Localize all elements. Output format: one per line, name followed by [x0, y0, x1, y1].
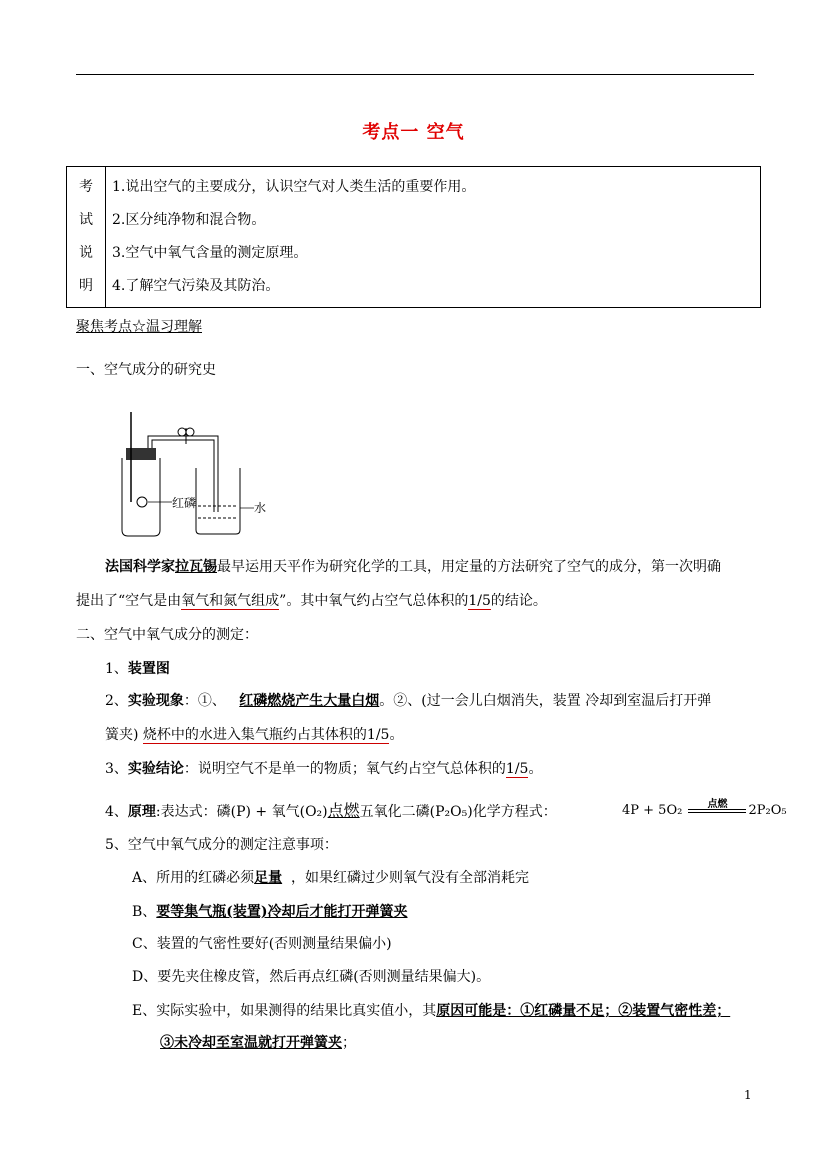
item-3: 3、实验结论：说明空气不是单一的物质；氧气约占空气总体积的1/5。 — [105, 761, 543, 777]
exam-item: 4.了解空气污染及其防治。 — [112, 278, 280, 294]
note-d: D、要先夹住橡皮管，然后再点红磷(否则测量结果偏大)。 — [132, 969, 491, 985]
phosphorus-label: 红磷 — [172, 496, 197, 510]
part1-heading: 一、空气成分的研究史 — [76, 362, 216, 378]
page-number: 1 — [744, 1088, 752, 1102]
water-label: 水 — [254, 501, 267, 515]
item-2-line2: 簧夹) 烧杯中的水进入集气瓶约占其体积的1/5。 — [105, 727, 404, 743]
part2-heading: 二、空气中氧气成分的测定： — [76, 627, 258, 643]
observation-2: 烧杯中的水进入集气瓶约占其体积的1/5 — [142, 727, 390, 743]
lavoisier-name: 拉瓦锡 — [175, 559, 217, 575]
exam-table-side-label — [67, 167, 106, 308]
page-title: 考点一 空气 — [362, 122, 465, 143]
exam-item: 1.说出空气的主要成分，认识空气对人类生活的重要作用。 — [112, 179, 476, 195]
exam-requirements-table — [66, 166, 761, 308]
equation-arrow: 点燃 — [686, 800, 748, 822]
item-1: 1、装置图 — [105, 661, 170, 677]
note-a: A、所用的红磷必须足量 ，如果红磷过少则氧气没有全部消耗完 — [132, 870, 530, 886]
note-e-line2: ③未冷却至室温就打开弹簧夹； — [160, 1035, 356, 1051]
chemical-equation — [622, 800, 787, 822]
lavoisier-para-line1: 法国科学家拉瓦锡最早运用天平作为研究化学的工具，用定量的方法研究了空气的成分，第一次明确 — [105, 559, 721, 575]
spring-clamp — [178, 428, 186, 436]
item-2-line1: 2、实验现象：①、 红磷燃烧产生大量白烟。②、(过一会儿白烟消失，装置 冷却到室温后打开弹 — [105, 693, 712, 709]
exam-item: 2.区分纯净物和混合物。 — [112, 212, 266, 228]
apparatus-figure — [100, 406, 290, 542]
note-c: C、装置的气密性要好(否则测量结果偏小) — [132, 936, 392, 952]
ignite-condition: 点燃 — [327, 801, 360, 820]
item-4: 4、原理:表达式：磷(P) + 氧气(O₂)点燃五氧化二磷(P₂O₅)化学方程式： — [105, 801, 557, 820]
item-5-heading: 5、空气中氧气成分的测定注意事项： — [105, 837, 338, 853]
side-char: 考 — [79, 179, 93, 195]
observation-1: 红磷燃烧产生大量白烟 — [239, 693, 380, 709]
air-composition: 氧气和氮气组成 — [181, 593, 280, 609]
side-char: 试 — [79, 212, 93, 228]
oxygen-fraction: 1/5 — [468, 593, 491, 609]
exam-table-items — [106, 167, 761, 308]
lavoisier-para-line2: 提出了“空气是由氧气和氮气组成”。其中氧气约占空气总体积的1/5的结论。 — [76, 593, 547, 609]
exam-item: 3.空气中氧气含量的测定原理。 — [112, 245, 308, 261]
phosphorus-mark — [137, 497, 147, 507]
header-rule — [76, 74, 754, 75]
section-heading: 聚焦考点☆温习理解 — [76, 319, 202, 335]
equation-right: 2P₂O₅ — [748, 803, 787, 818]
side-char: 说 — [79, 245, 93, 261]
side-char: 明 — [79, 278, 93, 294]
equation-left: 4P + 5O₂ — [622, 803, 683, 818]
note-e-line1: E、实际实验中，如果测得的结果比真实值小，其原因可能是：①红磷量不足；②装置气密性差； — [132, 1003, 731, 1019]
note-b: B、要等集气瓶(装置)冷却后才能打开弹簧夹 — [132, 904, 408, 920]
